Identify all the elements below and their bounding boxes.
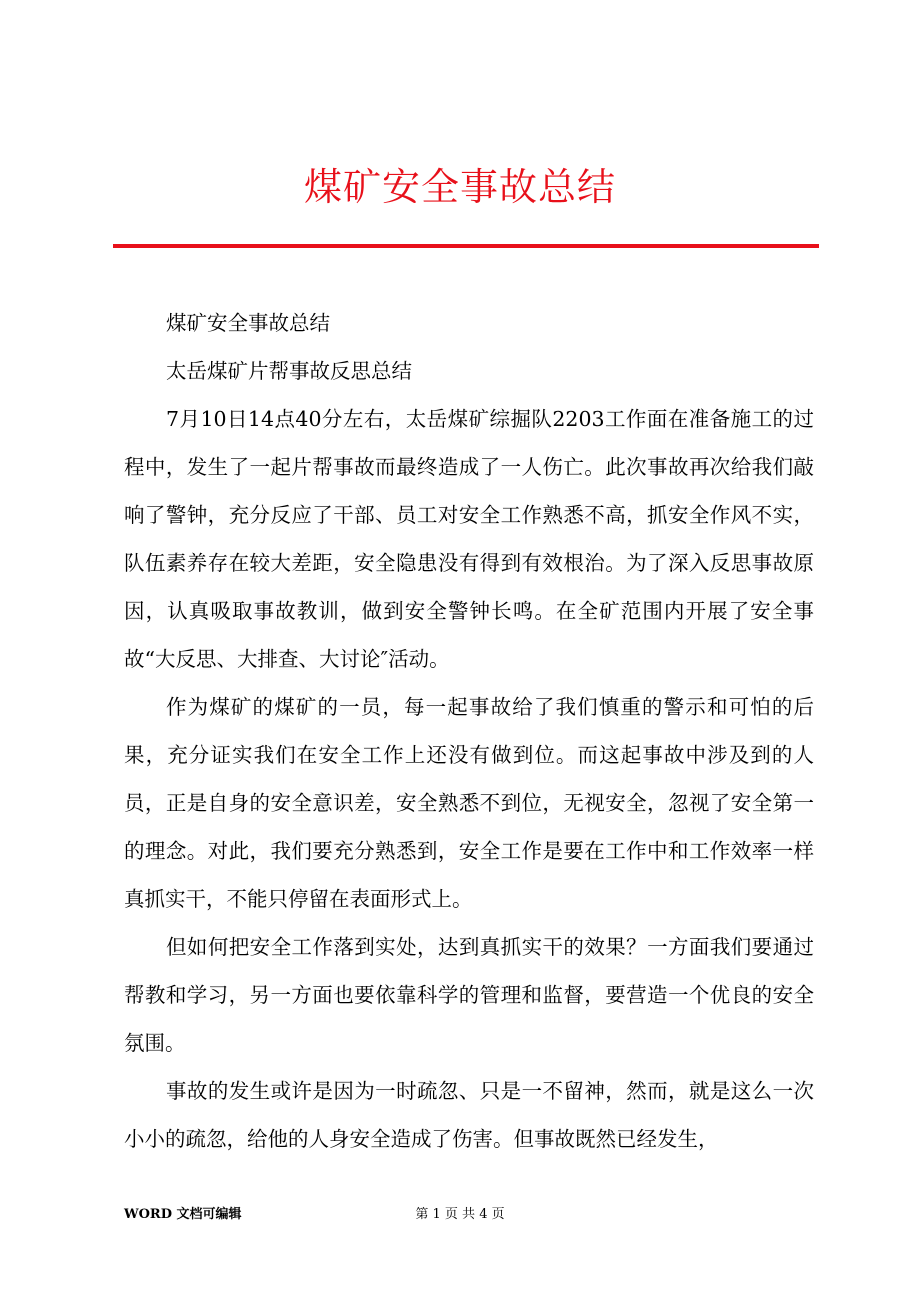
title-divider	[113, 244, 819, 248]
document-body	[124, 299, 814, 1163]
document-title: 煤矿安全事故总结	[303, 165, 616, 209]
paragraph-heading: 煤矿安全事故总结	[166, 311, 330, 335]
paragraph: 作为煤矿的煤矿的一员，每一起事故给了我们慎重的警示和可怕的后果，充分证实我们在安全工作上还没有做到位。而这起事故中涉及到的人员，正是自身的安全意识差，安全熟悉不到位，无视安全，忽视了安全第一的理念。对此，我们要充分熟悉到，安全工作是要在工作中和工作效率一样真抓实干，不能只停留在表面形式上。	[124, 695, 814, 911]
paragraph: 事故的发生或许是因为一时疏忽、只是一不留神，然而，就是这么一次小小的疏忽，给他的人身安全造成了伤害。但事故既然已经发生，	[124, 1079, 814, 1151]
paragraph: 7月10日14点40分左右，太岳煤矿综掘队2203工作面在准备施工的过程中，发生了一起片帮事故而最终造成了一人伤亡。此次事故再次给我们敲响了警钟，充分反应了干部、员工对安全工作熟悉不高，抓安全作风不实，队伍素养存在较大差距，安全隐患没有得到有效根治。为了深入反思事故原因，认真吸取事故教训，做到安全警钟长鸣。在全矿范围内开展了安全事故“大反思、大排查、大讨论″活动。	[124, 407, 814, 671]
paragraph: 但如何把安全工作落到实处，达到真抓实干的效果？一方面我们要通过帮教和学习，另一方面也要依靠科学的管理和监督，要营造一个优良的安全氛围。	[124, 935, 814, 1055]
paragraph-subheading: 太岳煤矿片帮事故反思总结	[166, 359, 412, 383]
footer-label: WORD 文档可编辑	[124, 1207, 242, 1222]
page-number: 第 1 页 共 4 页	[415, 1207, 505, 1222]
